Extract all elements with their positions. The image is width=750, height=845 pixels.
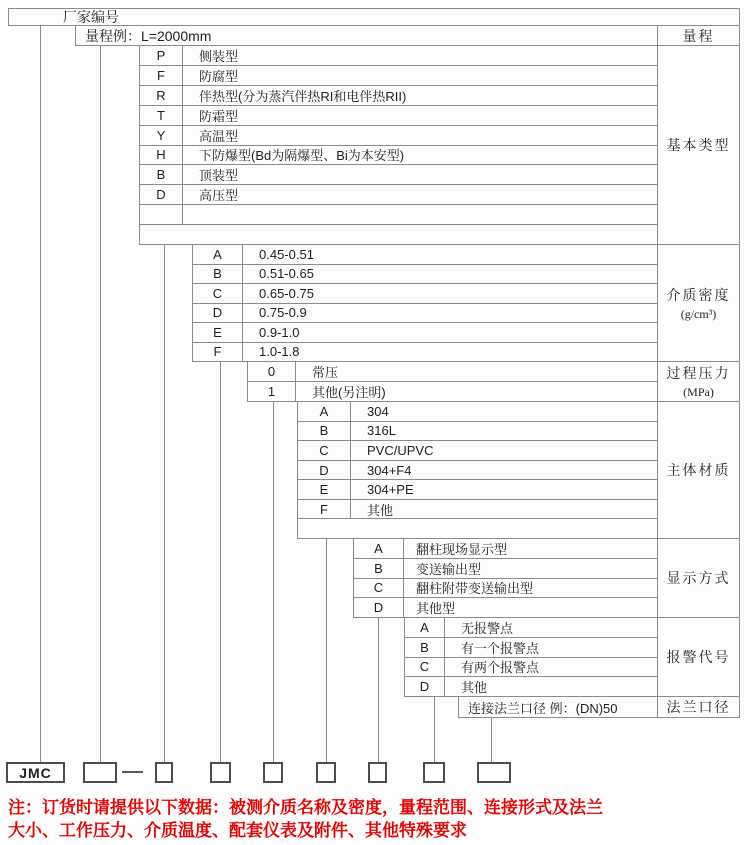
manufacturer-code-label: 厂家编号 (63, 9, 119, 25)
code-box-basic-type (155, 762, 173, 783)
table-row: B 有一个报警点 (405, 637, 657, 657)
connector-line-range (100, 46, 101, 762)
table-row: C 0.65-0.75 (193, 283, 657, 303)
manufacturer-code-row (8, 8, 740, 26)
table-row: Y 高温型 (140, 125, 657, 145)
table-row: P 侧装型 (140, 46, 657, 65)
connector-line-alarm-code (434, 696, 435, 762)
model-prefix-box: JMC (6, 762, 65, 783)
code-box-range (83, 762, 117, 783)
table-row: F 其他 (298, 499, 657, 519)
table-row: T 防霜型 (140, 105, 657, 125)
table-row: F 防腐型 (140, 65, 657, 85)
table-row: R 伴热型(分为蒸汽伴热RI和电伴热RII) (140, 85, 657, 105)
table-row: B 316L (298, 421, 657, 441)
table-row: D 其他 (405, 676, 657, 696)
code-box-process-pressure (263, 762, 283, 783)
connector-line-body-material (326, 538, 327, 762)
flange-bore-text: 连接法兰口径 例：(DN)50 (468, 700, 618, 716)
flange-bore-row (458, 696, 740, 718)
table-row-empty (140, 224, 657, 244)
table-row: C 有两个报警点 (405, 657, 657, 677)
section-process-pressure (247, 361, 740, 402)
table-row: B 变送输出型 (354, 558, 657, 578)
category-label-flange-bore: 法兰口径 (657, 697, 739, 717)
table-row: D 其他型 (354, 597, 657, 617)
section-display-mode (353, 538, 740, 618)
range-row (75, 25, 740, 46)
connector-line-medium-density (220, 361, 221, 762)
code-box-body-material (316, 762, 336, 783)
connector-line-display-mode (378, 617, 379, 762)
table-row: C PVC/UPVC (298, 440, 657, 460)
table-row: 1 其他(另注明) (248, 381, 657, 401)
code-box-flange-bore (477, 762, 511, 783)
code-box-alarm-code (423, 762, 445, 783)
table-row: H 下防爆型(Bd为隔爆型、Bi为本安型) (140, 145, 657, 165)
category-label-medium-density: 介质密度 (g/cm³) (657, 245, 739, 361)
connector-line-process-pressure (273, 401, 274, 762)
order-note-line1: 注：订货时请提供以下数据：被测介质名称及密度，量程范围、连接形式及法兰 (8, 798, 603, 817)
table-row: A 无报警点 (405, 618, 657, 637)
code-separator-dash (122, 771, 143, 773)
table-row: E 304+PE (298, 479, 657, 499)
order-note-line2: 大小、工作压力、介质温度、配套仪表及附件、其他特殊要求 (8, 821, 467, 840)
category-label-process-pressure: 过程压力 (MPa) (657, 362, 739, 401)
code-box-medium-density (210, 762, 231, 783)
table-row: B 0.51-0.65 (193, 264, 657, 284)
table-row: 0 常压 (248, 362, 657, 381)
category-label-basic-type: 基本类型 (657, 46, 739, 244)
category-label-display-mode: 显示方式 (657, 539, 739, 617)
table-row: D 304+F4 (298, 460, 657, 480)
category-label-body-material: 主体材质 (657, 402, 739, 538)
connector-line-flange-bore (491, 717, 492, 762)
code-box-display-mode (368, 762, 387, 783)
section-basic-type (139, 45, 740, 245)
section-alarm-code (404, 617, 740, 697)
connector-line-basic-type (164, 245, 165, 762)
table-row: D 高压型 (140, 184, 657, 204)
table-row-empty (140, 204, 657, 224)
table-row: C 翻柱附带变送输出型 (354, 578, 657, 598)
table-row: A 304 (298, 402, 657, 421)
section-medium-density (192, 244, 740, 362)
category-label-range: 量程 (657, 26, 739, 45)
table-row: A 0.45-0.51 (193, 245, 657, 264)
table-row: B 顶装型 (140, 164, 657, 184)
table-row: A 翻柱现场显示型 (354, 539, 657, 558)
table-row: E 0.9-1.0 (193, 322, 657, 342)
order-note (8, 796, 748, 842)
table-row: F 1.0-1.8 (193, 342, 657, 362)
table-row-empty (298, 518, 657, 538)
category-label-alarm-code: 报警代号 (657, 618, 739, 696)
connector-line-manufacturer (40, 25, 41, 762)
range-example-text: 量程例：L=2000mm (85, 27, 212, 44)
table-row: D 0.75-0.9 (193, 303, 657, 323)
section-body-material (297, 401, 740, 539)
